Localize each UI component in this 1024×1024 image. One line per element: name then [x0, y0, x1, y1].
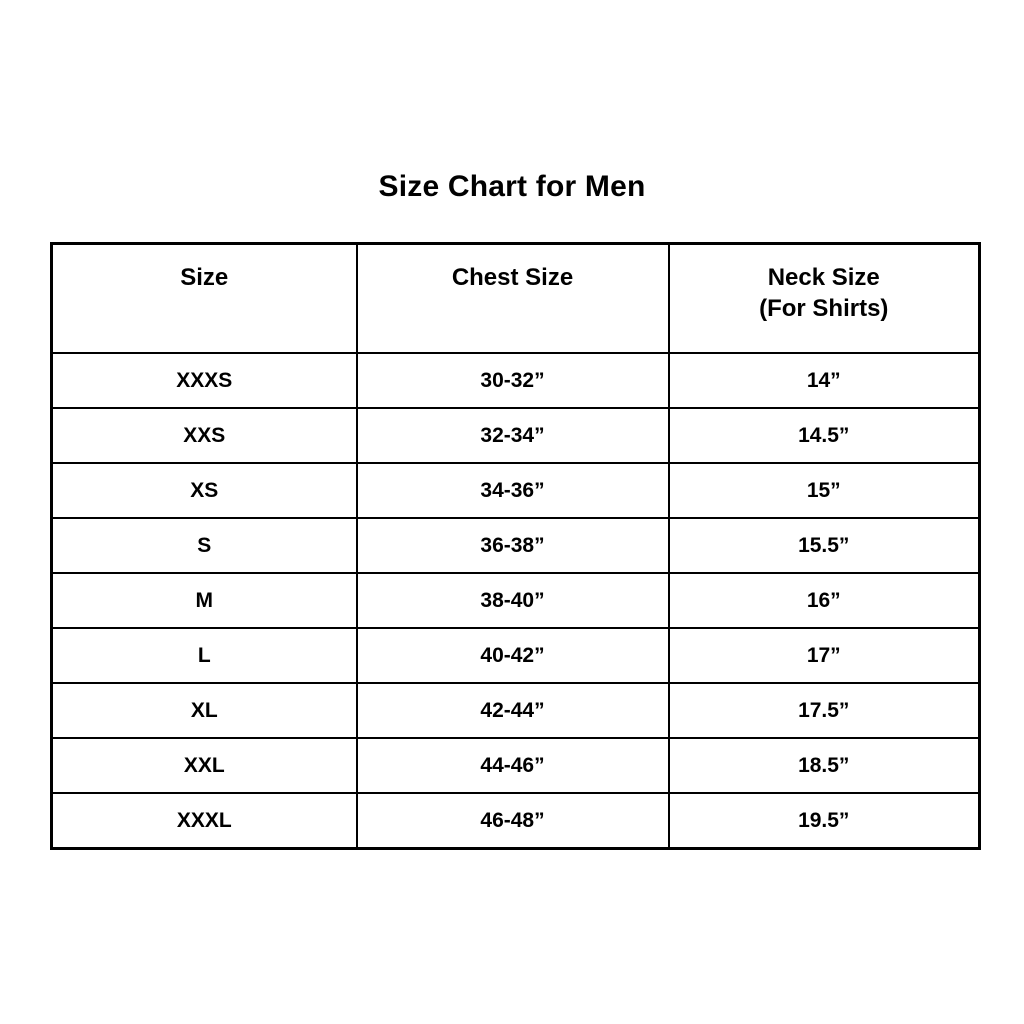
chest-size-cell: 34-36”	[357, 463, 669, 518]
chest-size-column-header-label: Chest Size	[451, 264, 574, 291]
table-row	[52, 793, 980, 849]
neck-size-cell: 19.5”	[669, 793, 980, 849]
table-row	[52, 628, 980, 683]
size-cell: XL	[52, 683, 357, 738]
size-cell: M	[52, 573, 357, 628]
neck-size-column-header-label: Neck Size	[767, 264, 880, 291]
chest-size-cell: 42-44”	[357, 683, 669, 738]
table-row	[52, 683, 980, 738]
table-header-row	[52, 244, 980, 354]
table-row	[52, 353, 980, 408]
size-column-header	[52, 244, 357, 354]
table-row	[52, 463, 980, 518]
table-row	[52, 518, 980, 573]
chest-size-cell: 30-32”	[357, 353, 669, 408]
size-column-header-label: Size	[180, 264, 229, 291]
size-cell: XS	[52, 463, 357, 518]
neck-size-cell: 17.5”	[669, 683, 980, 738]
neck-size-cell: 14.5”	[669, 408, 980, 463]
size-cell: S	[52, 518, 357, 573]
chest-size-cell: 46-48”	[357, 793, 669, 849]
table-row	[52, 408, 980, 463]
chest-size-cell: 32-34”	[357, 408, 669, 463]
chest-size-cell: 36-38”	[357, 518, 669, 573]
table-row	[52, 738, 980, 793]
neck-size-cell: 17”	[669, 628, 980, 683]
chest-size-cell: 38-40”	[357, 573, 669, 628]
chest-size-column-header	[357, 244, 669, 354]
size-chart-table	[50, 242, 981, 850]
neck-size-cell: 14”	[669, 353, 980, 408]
neck-size-cell: 16”	[669, 573, 980, 628]
size-cell: XXXL	[52, 793, 357, 849]
neck-size-column-header	[669, 244, 980, 354]
neck-size-cell: 15”	[669, 463, 980, 518]
neck-size-column-header-sublabel: (For Shirts)	[759, 295, 889, 323]
table-row	[52, 573, 980, 628]
chest-size-cell: 44-46”	[357, 738, 669, 793]
neck-size-cell: 18.5”	[669, 738, 980, 793]
neck-size-cell: 15.5”	[669, 518, 980, 573]
size-cell: XXXS	[52, 353, 357, 408]
chest-size-cell: 40-42”	[357, 628, 669, 683]
size-cell: L	[52, 628, 357, 683]
size-cell: XXL	[52, 738, 357, 793]
page-title: Size Chart for Men	[378, 170, 646, 203]
size-cell: XXS	[52, 408, 357, 463]
